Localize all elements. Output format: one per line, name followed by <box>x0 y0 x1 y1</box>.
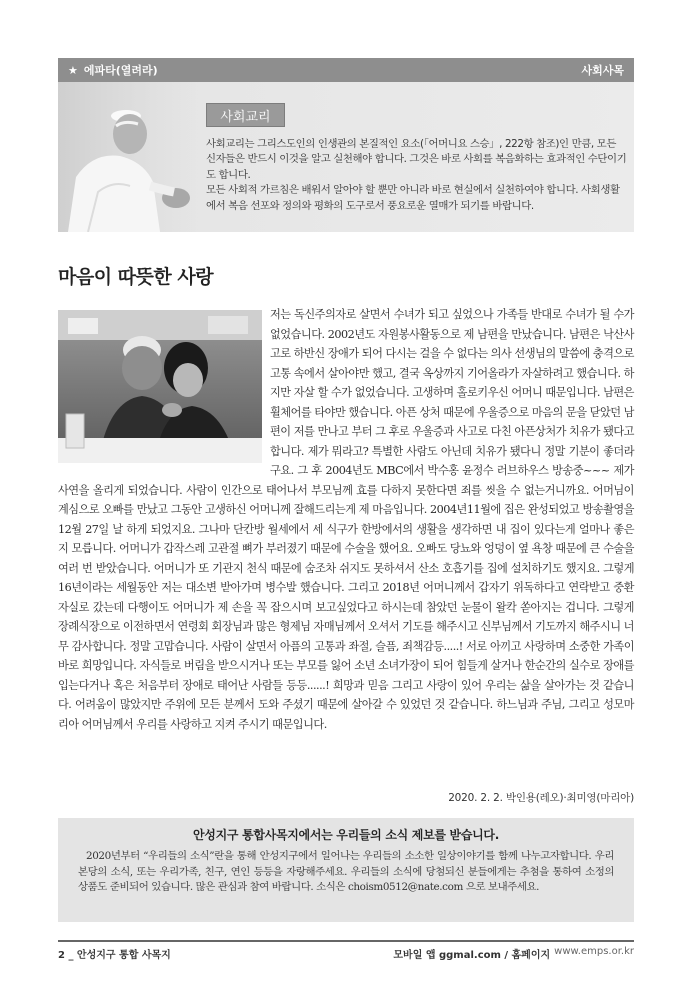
header-title: 에파타(열려라) <box>83 64 158 77</box>
section-label-social-doctrine: 사회교리 <box>206 103 285 127</box>
header-section: 사회사목 <box>581 64 624 77</box>
footer-page-label: 2 _ 안성지구 통합 사목지 <box>58 950 171 961</box>
footer-mobile-app: 모바일 앱 ggmal.com / 홈페이지 <box>393 950 551 961</box>
star-icon: ★ <box>68 63 78 77</box>
header-left <box>68 62 158 78</box>
banner-paragraph: 모든 사회적 가르침은 배워서 알아야 할 뿐만 아니라 바로 현실에서 실천하여야 합니다. 사회생활에서 복음 선포와 정의와 평화의 도구로서 풍요로운 열매가 되기를 바랍니다. <box>206 184 620 212</box>
notice-title: 안성지구 통합사목지에서는 우리들의 소식 제보를 받습니다. <box>193 828 499 842</box>
pope-praying-photo <box>58 82 208 232</box>
article-body <box>58 305 634 734</box>
banner-paragraph: 사회교리는 그리스도인의 인생관의 본질적인 요소(「어머니요 스승」, 222항 참조)인 만큼, 모든 신자들은 반드시 이것을 알고 실천해야 합니다. 그것은 바로 사회를 복음화하는 효과적인 수단이기도 합니다. <box>206 138 627 181</box>
footer-divider <box>58 940 634 942</box>
section-header-bar <box>58 58 634 82</box>
social-doctrine-banner <box>58 82 634 232</box>
notice-body: 2020년부터 “우리들의 소식”란을 통해 안성지구에서 일어나는 우리들의 소소한 일상이야기를 함께 나누고자합니다. 우리 본당의 소식, 또는 우리가족, 친구, 연인 등등을 자랑해주세요. 우리들의 소식에 당첨되신 분들에게는 추첨을 통하여 소정의 상품도 준비되어 있습니다. 많은 관심과 참여 바랍니다. 소식은 choism0512@nate.com 으로 보내주세요. <box>78 850 614 894</box>
notice-box <box>58 818 634 922</box>
article-title: 마음이 따뜻한 사랑 <box>58 266 214 288</box>
article-byline: 2020. 2. 2. 박인용(레오)·최미영(마리아) <box>448 792 634 804</box>
footer-homepage-link[interactable]: www.emps.or.kr <box>554 946 634 957</box>
article-text: 저는 독신주의자로 살면서 수녀가 되고 싶었으나 가족들 반대로 수녀가 될 수가 없었습니다. 2002년도 자원봉사활동으로 제 남편을 만났습니다. 남편은 낙산사고로 하반신 장애가 되어 다시는 걸을 수 없다는 의사 선생님의 말씀에 충격으로 고통 속에서 살아야만 했고, 결국 옥상까지 기어올라가 자살하려고 했습니다. 하지만 자살 할 수가 없었습니다. 고생하며 홀로키우신 어머니 때문입니다. 남편은 휠체어를 타야만 했습니다. 아픈 상처 때문에 우울증으로 마음의 문을 닫았던 남편이 저를 만나고 부터 그 후로 우울증과 사고로 다친 아픈상처가 치유가 됐다고 합니다. 제가 뭐라고? 특별한 사람도 아닌데 치유가 됐다니 정말 기분이 좋더라구요. 그 후 2004년도 MBC에서 박수홍 윤정수 러브하우스 방송중~~~ 제가 사연을 올리게 되었습니다. 사람이 인간으로 태어나서 부모님께 효를 다하지 못한다면 죄를 씻을 수 없는거니까요. 어머님이 계심으로 오빠를 만났고 그동안 고생하신 어머니께 잘해드리는게 제 마음입니다. 2004년11월에 집은 완성되었고 방송촬영을 12월 27일 날 하게 되었지요. 그나마 단칸방 월세에서 세 식구가 한방에서의 생활을 생각하면 내 집이 있다는게 얼마나 좋은지 모릅니다. 어머니가 갑작스레 고관절 뼈가 부러졌기 때문에 수술을 했어요. 오빠도 당뇨와 엉덩이 옆 욕창 때문에 큰 수술을 여러 번 받았습니다. 어머니가 또 기관지 천식 때문에 숨조차 쉬지도 못하셔서 산소 호흡기를 집에 설치하기도 했지요. 그렇게 16년이라는 세월동안 저는 대소변 받아가며 병수발 했습니다. 그리고 2018년 어머니께서 갑자기 위독하다고 연락받고 중환자실로 갔는데 다행이도 어머니가 제 손을 꼭 잡으시며 보고싶었다고 하시는데 참았던 눈물이 왈칵 쏟아지는 겁니다. 그렇게 장례식장으로 이전하면서 연령회 회장님과 많은 형제님 자매님께서 오셔서 기도를 해주시고 신부님께서 기도까지 해주시니 너무 감사합니다. 정말 고맙습니다. 사람이 살면서 아픔의 고통과 좌절, 슬픔, 죄책감등.....! 서로 아끼고 사랑하며 소중한 가족이 바로 희망입니다. 자식들로 버림을 받으시거나 또는 부모를 잃어 소년 소녀가장이 되어 힘들게 살거나 한순간의 실수로 장애를 입는다거나 혹은 처음부터 장애로 태어난 사람들 등등......! 희망과 믿음 그리고 사랑이 있어 우리는 삶을 살아가는 것 같습니다. 어려움이 많았지만 주위에 모든 분께서 도와 주셨기 때문에 살아갈 수 있었던 것 같습니다. 하느님과 주님, 그리고 성모마리아 어머님께서 우리를 사랑하고 지켜 주시기 때문입니다. <box>58 308 634 731</box>
banner-text <box>206 137 628 214</box>
footer-links <box>393 946 634 961</box>
photo-spacer <box>58 305 270 472</box>
